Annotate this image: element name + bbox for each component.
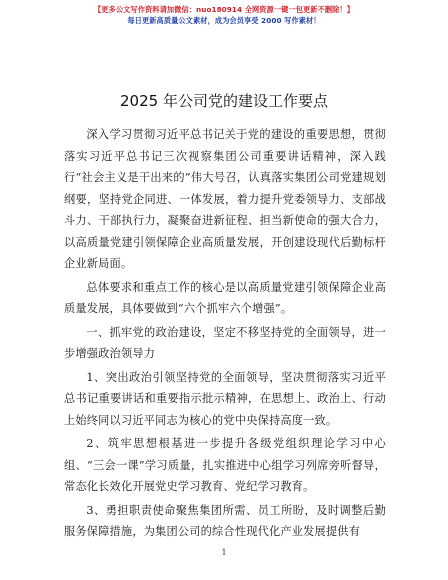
promo-line-2: 每日更新高质量公文素材，成为会员享受 2000 写作素材！ xyxy=(127,16,321,25)
promo-line-1: 【更多公文写作资料请加微信：nuo180914 全网资源一键一包更新不删除！】 xyxy=(93,5,355,14)
item-2: 2、筑牢思想根基进一步提升各级党组织理论学习中心组、“三会一课”学习质量，扎实推进中心组学习列席旁听督导，常态化长效化开展党史学习教育、党纪学习教育。 xyxy=(64,437,386,493)
item-3: 3、勇担职责使命聚焦集团所需、员工所盼，及时调整后勤服务保障措施，为集团公司的综合性现代化产业发展提供有 xyxy=(64,503,386,538)
item-1: 1、突出政治引领坚持党的全面领导，坚决贯彻落实习近平总书记重要讲话和重要指示批示精神，在思想上、政治上、行动上始终同以习近平同志为核心的党中央保持高度一致。 xyxy=(64,370,386,427)
paragraph-summary: 总体要求和重点工作的核心是以高质量党建引领保障企业高质量发展，具体要做到“六个抓牢六个增强”。 xyxy=(64,280,386,315)
document-body xyxy=(64,124,386,545)
page-number: 1 xyxy=(221,548,227,557)
document-title: 2025 年公司党的建设工作要点 xyxy=(120,92,328,110)
section-heading-1: 一、抓牢党的政治建设，坚定不移坚持党的全面领导，进一步增强政治领导力 xyxy=(64,325,386,360)
paragraph-intro: 深入学习贯彻习近平总书记关于党的建设的重要思想，贯彻落实习近平总书记三次视察集团公司重要讲话精神，深入践行“社会主义是干出来的”伟大号召，认真落实集团公司党建规划纲要，坚持党企同进、一体发展，着力提升党委领导力、支部战斗力、干部执行力，凝聚奋进新征程、担当新使命的强大合力，以高质量党建引领保障企业高质量发展，开创建设现代后勤标杆企业新局面。 xyxy=(64,128,386,270)
promo-banner xyxy=(0,4,448,26)
